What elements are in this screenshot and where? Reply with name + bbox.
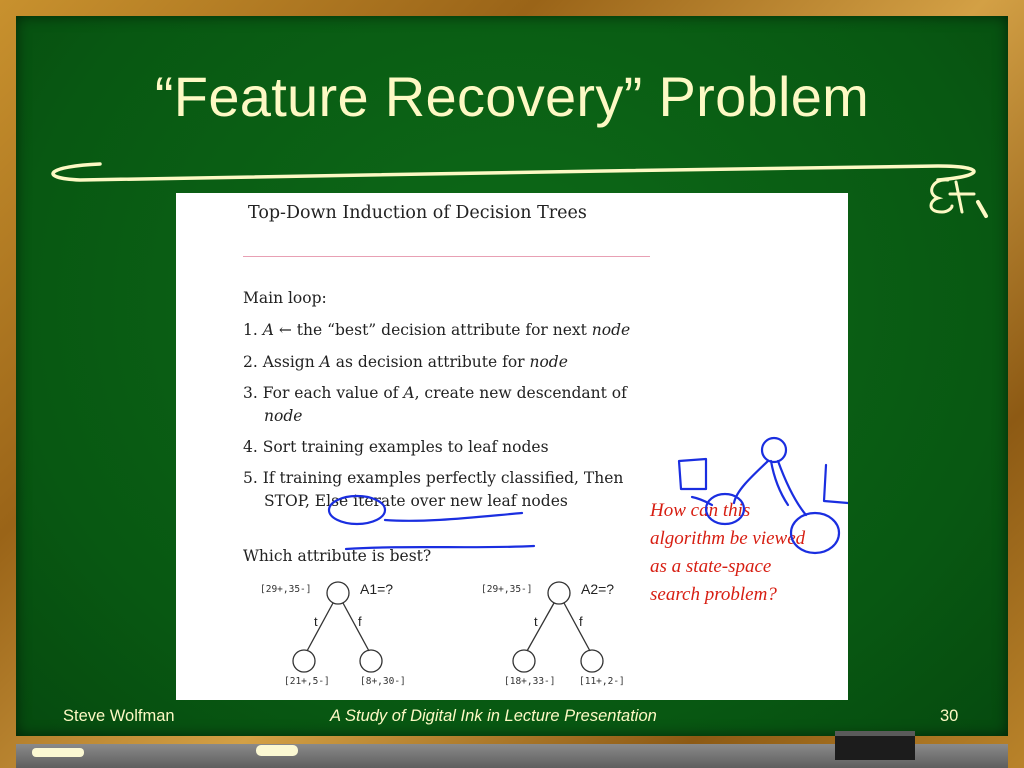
footer-author: Steve Wolfman (63, 707, 175, 725)
step-number: 1. (243, 321, 258, 339)
tree-a-edge-f (343, 603, 369, 651)
step-text: as decision attribute for (330, 353, 530, 371)
tree-a-root-node (327, 582, 349, 604)
step-text: Sort training examples to leaf nodes (262, 438, 549, 456)
chalk-piece[interactable] (256, 745, 298, 756)
step-var: A (262, 321, 274, 339)
tree-a-f-label: f (358, 614, 362, 629)
step-var: node (264, 407, 303, 425)
tree-b-t-label: t (534, 614, 538, 629)
decision-trees-diagram (176, 193, 848, 700)
slide-title: “Feature Recovery” Problem (154, 65, 870, 128)
step-var: node (529, 353, 568, 371)
step-text: ← the “best” decision attribute for next (273, 321, 592, 339)
tree-b-root-counts: [29+,35-] (481, 584, 533, 595)
best-attribute-question: Which attribute is best? (243, 547, 432, 565)
tree-b-left-counts: [18+,33-] (504, 676, 556, 687)
tree-a-left-node (293, 650, 315, 672)
step-number: 4. (243, 438, 258, 456)
step-var: A (319, 353, 331, 371)
step-5-continuation: STOP, Else iterate over new leaf nodes (264, 492, 568, 510)
state-space-annotation (650, 497, 805, 609)
tree-b-right-counts: [11+,2-] (579, 676, 625, 687)
figure-heading: Top-Down Induction of Decision Trees (248, 203, 587, 223)
footer-title: A Study of Digital Ink in Lecture Presentation (330, 707, 657, 725)
title-underline-swoosh (38, 150, 988, 190)
step-number: 5. (243, 469, 258, 487)
annotation-line: search problem? (650, 584, 777, 605)
step-var: A (403, 384, 415, 402)
annotation-line: algorithm be viewed (650, 528, 806, 549)
tree-b-edge-t (527, 603, 554, 651)
tree-b-edge-f (564, 603, 590, 651)
step-number: 3. (243, 384, 258, 402)
chalk-piece[interactable] (32, 748, 84, 757)
decision-tree-figure (176, 193, 848, 700)
tree-a-right-node (360, 650, 382, 672)
tree-a-t-label: t (314, 614, 318, 629)
tree-b-f-label: f (579, 614, 583, 629)
step-text: For each value of (262, 384, 404, 402)
eraser[interactable] (835, 731, 915, 760)
tree-a-left-counts: [21+,5-] (284, 676, 330, 687)
tree-b-root-node (548, 582, 570, 604)
step-text: , create new descendant of (414, 384, 627, 402)
step-text: Assign (262, 353, 320, 371)
step-text: If training examples perfectly classified, Then (262, 469, 624, 487)
slide-number: 30 (940, 707, 959, 725)
tree-a-right-counts: [8+,30-] (360, 676, 406, 687)
tree-a-test: A1=? (360, 581, 394, 597)
tree-a-edge-t (307, 603, 333, 651)
step-number: 2. (243, 353, 258, 371)
tree-b-test: A2=? (581, 581, 615, 597)
step-var: node (591, 321, 631, 339)
tree-a-root-counts: [29+,35-] (260, 584, 312, 595)
annotation-line: as a state-space (650, 556, 772, 577)
tree-b-left-node (513, 650, 535, 672)
et-handwriting-icon (918, 172, 990, 220)
main-loop-label: Main loop: (243, 289, 327, 307)
annotation-line: How can this (650, 500, 751, 521)
tree-b-right-node (581, 650, 603, 672)
